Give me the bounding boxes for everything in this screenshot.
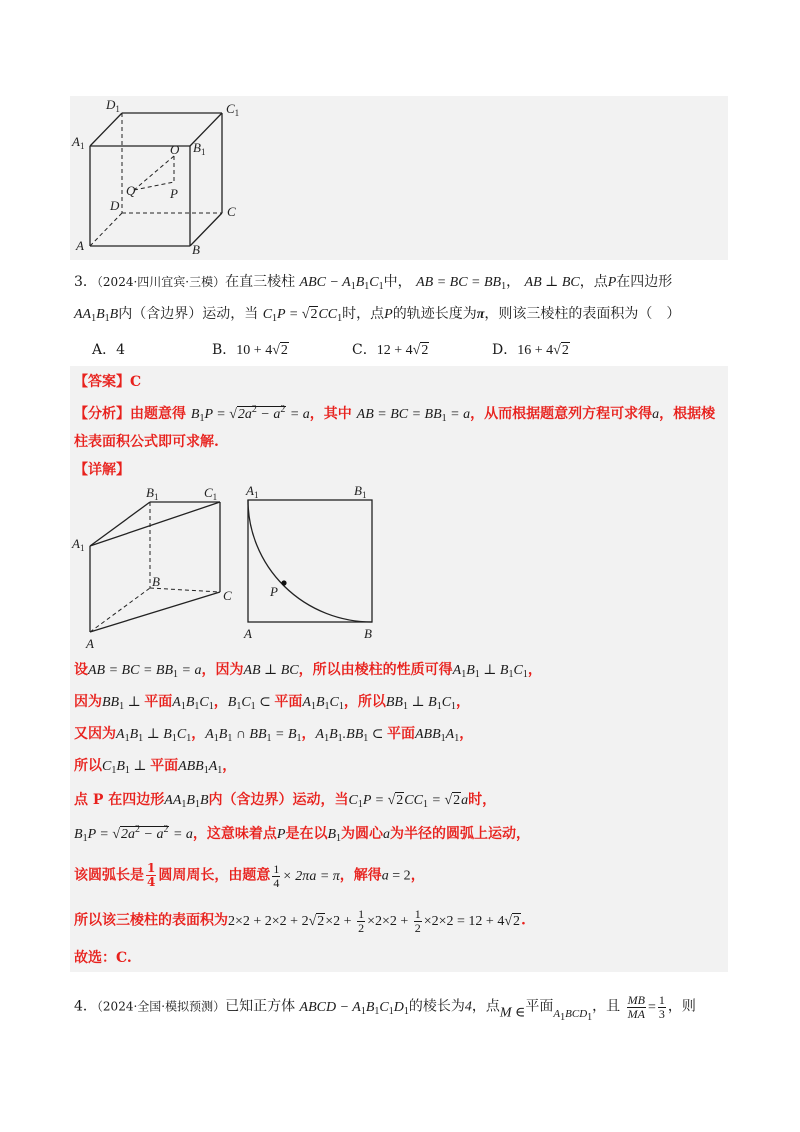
cube-label-d1: $D_1$ [106, 97, 120, 114]
analysis-line-2: 柱表面积公式即可求解. [74, 434, 219, 450]
cube-figure [70, 96, 250, 260]
q3-line-1: 3．（2024·四川宜宾·三模）在直三棱柱 ABC − $A_1B_1C_1$中， AB = BC = $BB_1$， AB ⊥ BC，点P在四边形 [74, 274, 673, 292]
prism-label-b1: $B_1$ [146, 485, 159, 502]
solution-line-7: 该圆弧长是 $\frac{1}{4}$ 圆周周长，由题意 $\frac{1}{4}$ × 2πa = π，解得a = 2， [74, 861, 425, 890]
q3-option-d: D．16 + 4√2 [492, 342, 569, 358]
cube-label-c1: $C_1$ [226, 101, 240, 118]
cube-label-d: D [110, 198, 120, 213]
q3-line-2: $AA_1B_1B$内（含边界）运动，当 $C_1P = √2CC_1$时，点P的轨迹长度为π，则该三棱柱的表面积为（ ） [74, 306, 681, 324]
solution-line-1: 设AB = BC = $BB_1 = a$，因为AB ⊥ BC，所以由棱柱的性质可得$A_1B_1$ ⊥ $B_1C_1$， [74, 662, 542, 680]
prism-label-b: B [152, 574, 160, 589]
cube-label-o: O [170, 142, 180, 157]
solution-line-3: 又因为$A_1B_1$ ⊥ $B_1C_1$，$A_1B_1$ ∩ $BB_1 = B_1$，$A_1B_1.BB_1$ ⊂ 平面$ABB_1A_1$， [74, 726, 474, 744]
solution-line-9: 故选：C. [74, 950, 132, 966]
cube-label-c: C [227, 204, 236, 219]
cube-label-a: A [76, 238, 84, 253]
q3-option-b: B．10 + 4√2 [212, 342, 288, 358]
cube-label-b: B [192, 242, 200, 257]
q3-option-c: C．12 + 4√2 [352, 342, 429, 358]
solution-line-5: 点 P 在四边形$AA_1B_1B$内（含边界）运动，当$C_1P = √2CC_1 = √2a$时， [74, 792, 497, 810]
prism-label-c: C [223, 588, 232, 603]
answer-line: 【答案】C [74, 374, 142, 390]
detail-label: 【详解】 [74, 462, 130, 478]
square-label-b: B [364, 626, 372, 641]
prism-label-a1: $A_1$ [72, 536, 85, 553]
prism-label-c1: $C_1$ [204, 485, 218, 502]
prism-figure [70, 484, 240, 650]
q3-option-a: A．4 [92, 342, 126, 358]
analysis-line-1: 【分析】由题意得 $B_1P = √2a^2 - a^2 = a$，其中 AB = BC = $BB_1 = a$，从而根据题意列方程可求得a，根据棱 [74, 404, 716, 424]
prism-label-a: A [86, 636, 94, 650]
solution-line-4: 所以$C_1B_1$ ⊥ 平面$ABB_1A_1$， [74, 758, 237, 776]
q4-line-1: 4．（2024·全国·模拟预测）已知正方体 ABCD − $A_1B_1C_1D_1$的棱长为4，点M ∈平面$_{A_1BCD_1}$，且 $\frac{MB}{MA}$ = $\frac{1}{3}$ ，则 [74, 993, 696, 1023]
square-label-a: A [244, 626, 252, 641]
solution-line-2: 因为$BB_1$ ⊥ 平面$A_1B_1C_1$，$B_1C_1$ ⊂ 平面$A_1B_1C_1$，所以$BB_1$ ⊥ $B_1C_1$， [74, 694, 471, 712]
solution-line-6: $B_1P = √2a^2 - a^2 = a$，这意味着点P是在以$B_1$为圆心a为半径的圆弧上运动， [74, 824, 531, 844]
square-label-p: P [270, 584, 278, 599]
square-figure [240, 482, 378, 642]
square-label-b1: $B_1$ [354, 483, 367, 500]
cube-label-p: P [170, 186, 178, 201]
cube-label-a1: $A_1$ [72, 134, 85, 151]
cube-label-b1: $B_1$ [193, 140, 206, 157]
cube-label-q: Q [126, 183, 136, 198]
solution-line-8: 所以该三棱柱的表面积为2×2 + 2×2 + 2√2×2 + $\frac{1}{2}$ ×2×2 + $\frac{1}{2}$ ×2×2 = 12 + 4√2. [74, 907, 526, 935]
square-label-a1: $A_1$ [246, 483, 259, 500]
